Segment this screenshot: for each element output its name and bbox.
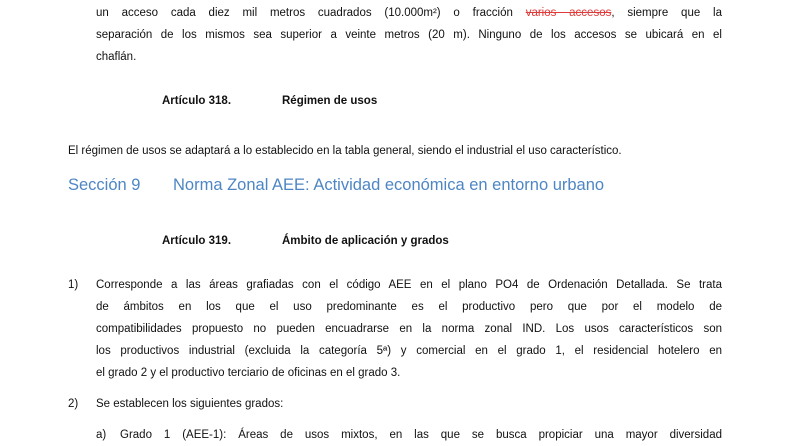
- regimen-paragraph: El régimen de usos se adaptará a lo establecido en la tabla general, siendo el industrial el uso característico.: [68, 145, 622, 157]
- list-marker: 1): [68, 279, 79, 291]
- section-title: Norma Zonal AEE: Actividad económica en entorno urbano: [173, 176, 605, 194]
- article-318-heading: [162, 95, 377, 107]
- article-title: Régimen de usos: [282, 95, 378, 107]
- sublist-marker: a): [96, 429, 107, 441]
- list-marker: 2): [68, 398, 79, 410]
- list-item-line: de ámbitos en los que el uso predominante es el productivo pero que por el modelo de: [96, 301, 722, 313]
- struck-text: varios accesos: [525, 7, 612, 19]
- article-319-heading: [162, 235, 449, 247]
- list-item-line: Corresponde a las áreas grafiadas con el código AEE en el plano PO4 de Ordenación Detallada. Se trata: [96, 279, 722, 291]
- sublist-item-a: Grado 1 (AEE-1): Áreas de usos mixtos, en las que se busca propiciar una mayor diversidad: [120, 429, 722, 441]
- list-item-1: [96, 274, 722, 384]
- intro-paragraph: [96, 2, 722, 68]
- intro-line-3: chaflán.: [96, 51, 137, 63]
- article-number: Artículo 318.: [162, 95, 232, 107]
- list-item-line: los productivos industrial (excluida la categoría 5ª) y comercial en el grado 1, el residencial hotelero en: [96, 345, 722, 357]
- intro-line-1: un acceso cada diez mil metros cuadrados (10.000m²) o fracción varios accesos, siempre que la: [96, 7, 722, 19]
- article-number: Artículo 319.: [162, 235, 232, 247]
- section-heading: [68, 176, 604, 195]
- list-item-line: compatibilidades propuesto no pueden encuadrarse en la norma zonal IND. Los usos característicos son: [96, 323, 722, 335]
- list-item-line: el grado 2 y el productivo terciario de oficinas en el grado 3.: [96, 367, 401, 379]
- article-title: Ámbito de aplicación y grados: [282, 235, 449, 247]
- intro-line-2: separación de los mismos sea superior a veinte metros (20 m). Ninguno de los accesos se ubicará en el: [96, 29, 722, 41]
- list-item-2: Se establecen los siguientes grados:: [96, 398, 284, 410]
- section-number: Sección 9: [68, 176, 141, 194]
